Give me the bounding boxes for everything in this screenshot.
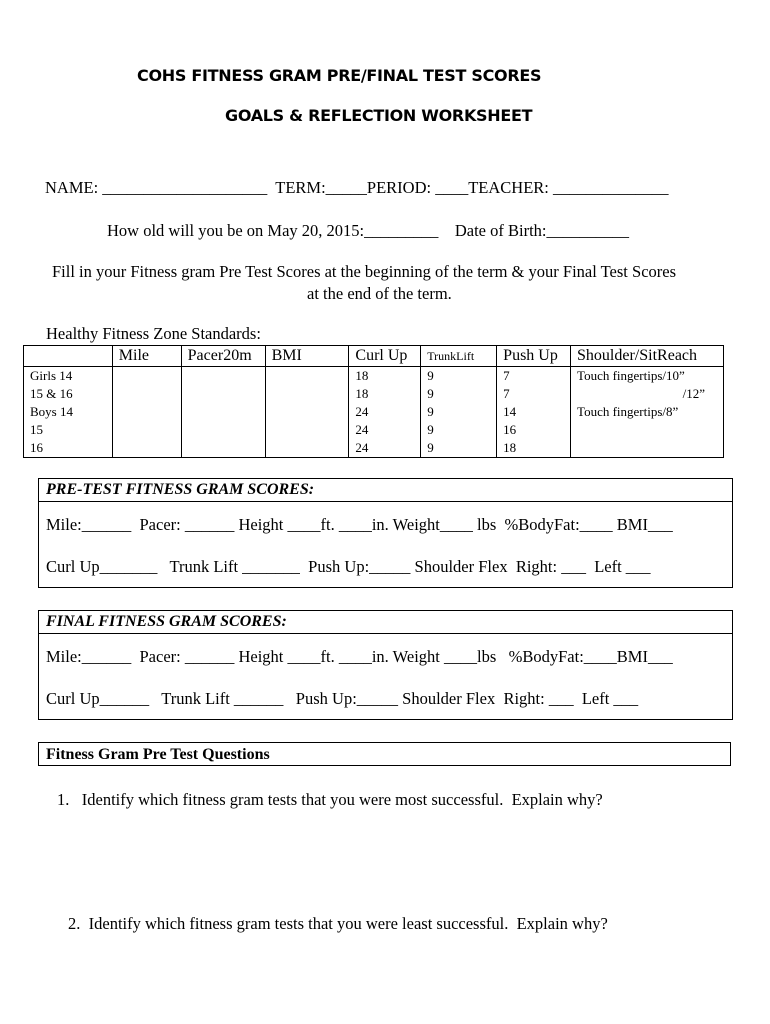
- header-cell: Shoulder/SitReach: [571, 346, 724, 367]
- table-cell: [181, 385, 265, 403]
- table-cell: 9: [421, 421, 497, 439]
- table-cell: 15: [24, 421, 113, 439]
- table-cell: [571, 421, 724, 439]
- table-header-row: [24, 346, 724, 367]
- table-cell: 16: [497, 421, 571, 439]
- header-cell: Curl Up: [349, 346, 421, 367]
- table-cell: 9: [421, 367, 497, 386]
- table-cell: 9: [421, 439, 497, 458]
- table-cell: Girls 14: [24, 367, 113, 386]
- table-cell: [112, 439, 181, 458]
- table-cell: [571, 439, 724, 458]
- final-line-2[interactable]: Curl Up______ Trunk Lift ______ Push Up:_____ Shoulder Flex Right: ___ Left ___: [46, 689, 639, 708]
- pretest-line-2[interactable]: Curl Up_______ Trunk Lift _______ Push Up:_____ Shoulder Flex Right: ___ Left ___: [46, 557, 651, 576]
- table-cell: [112, 403, 181, 421]
- table-cell: 24: [349, 439, 421, 458]
- table-cell: 16: [24, 439, 113, 458]
- table-row: [24, 403, 724, 421]
- table-cell: 15 & 16: [24, 385, 113, 403]
- table-cell: [181, 421, 265, 439]
- table-cell: [112, 367, 181, 386]
- pretest-heading: PRE-TEST FITNESS GRAM SCORES:: [39, 479, 732, 502]
- table-cell: 14: [497, 403, 571, 421]
- final-heading: FINAL FITNESS GRAM SCORES:: [39, 611, 732, 634]
- table-cell: [181, 367, 265, 386]
- page-subtitle: GOALS & REFLECTION WORKSHEET: [225, 106, 533, 125]
- table-cell: [265, 367, 349, 386]
- table-cell: [112, 421, 181, 439]
- table-cell: Touch fingertips/10”: [571, 367, 724, 386]
- table-cell: Touch fingertips/8”: [571, 403, 724, 421]
- instructions-line-1: Fill in your Fitness gram Pre Test Scores at the beginning of the term & your Final Test Scores: [52, 262, 677, 281]
- pretest-scores-box: [38, 478, 733, 588]
- table-cell: Boys 14: [24, 403, 113, 421]
- table-cell: 18: [497, 439, 571, 458]
- table-cell: [265, 439, 349, 458]
- final-scores-box: [38, 610, 733, 720]
- question-2: 2. Identify which fitness gram tests that you were least successful. Explain why?: [68, 914, 608, 933]
- table-cell: 9: [421, 385, 497, 403]
- name-term-line: NAME: ____________________ TERM:_____PERIOD: ____TEACHER: ______________: [45, 178, 669, 197]
- table-cell: 24: [349, 403, 421, 421]
- instructions-line-2: at the end of the term.: [307, 284, 452, 303]
- table-row: [24, 421, 724, 439]
- table-cell: [181, 403, 265, 421]
- header-cell: BMI: [265, 346, 349, 367]
- age-dob-line: How old will you be on May 20, 2015:_________ Date of Birth:__________: [107, 221, 630, 240]
- standards-table: [23, 345, 724, 458]
- header-cell: Pacer20m: [181, 346, 265, 367]
- questions-heading: Fitness Gram Pre Test Questions: [38, 742, 731, 766]
- final-line-1[interactable]: Mile:______ Pacer: ______ Height ____ft. ____in. Weight ____lbs %BodyFat:____BMI___: [46, 647, 673, 666]
- table-cell: 18: [349, 385, 421, 403]
- table-cell: [265, 385, 349, 403]
- table-row: [24, 385, 724, 403]
- table-cell: 7: [497, 385, 571, 403]
- table-cell: [265, 421, 349, 439]
- pretest-line-1[interactable]: Mile:______ Pacer: ______ Height ____ft. ____in. Weight____ lbs %BodyFat:____ BMI___: [46, 515, 673, 534]
- header-cell: [24, 346, 113, 367]
- header-cell: Push Up: [497, 346, 571, 367]
- table-cell: 24: [349, 421, 421, 439]
- table-cell: [112, 385, 181, 403]
- standards-caption: Healthy Fitness Zone Standards:: [46, 324, 261, 343]
- table-cell: 7: [497, 367, 571, 386]
- header-cell: Mile: [112, 346, 181, 367]
- table-row: [24, 439, 724, 458]
- header-cell: TrunkLift: [421, 346, 497, 367]
- page-title: COHS FITNESS GRAM PRE/FINAL TEST SCORES: [137, 66, 542, 85]
- table-cell: /12”: [571, 385, 724, 403]
- table-cell: [265, 403, 349, 421]
- question-1: 1. Identify which fitness gram tests that you were most successful. Explain why?: [57, 790, 603, 809]
- table-cell: [181, 439, 265, 458]
- table-cell: 18: [349, 367, 421, 386]
- table-cell: 9: [421, 403, 497, 421]
- table-row: [24, 367, 724, 386]
